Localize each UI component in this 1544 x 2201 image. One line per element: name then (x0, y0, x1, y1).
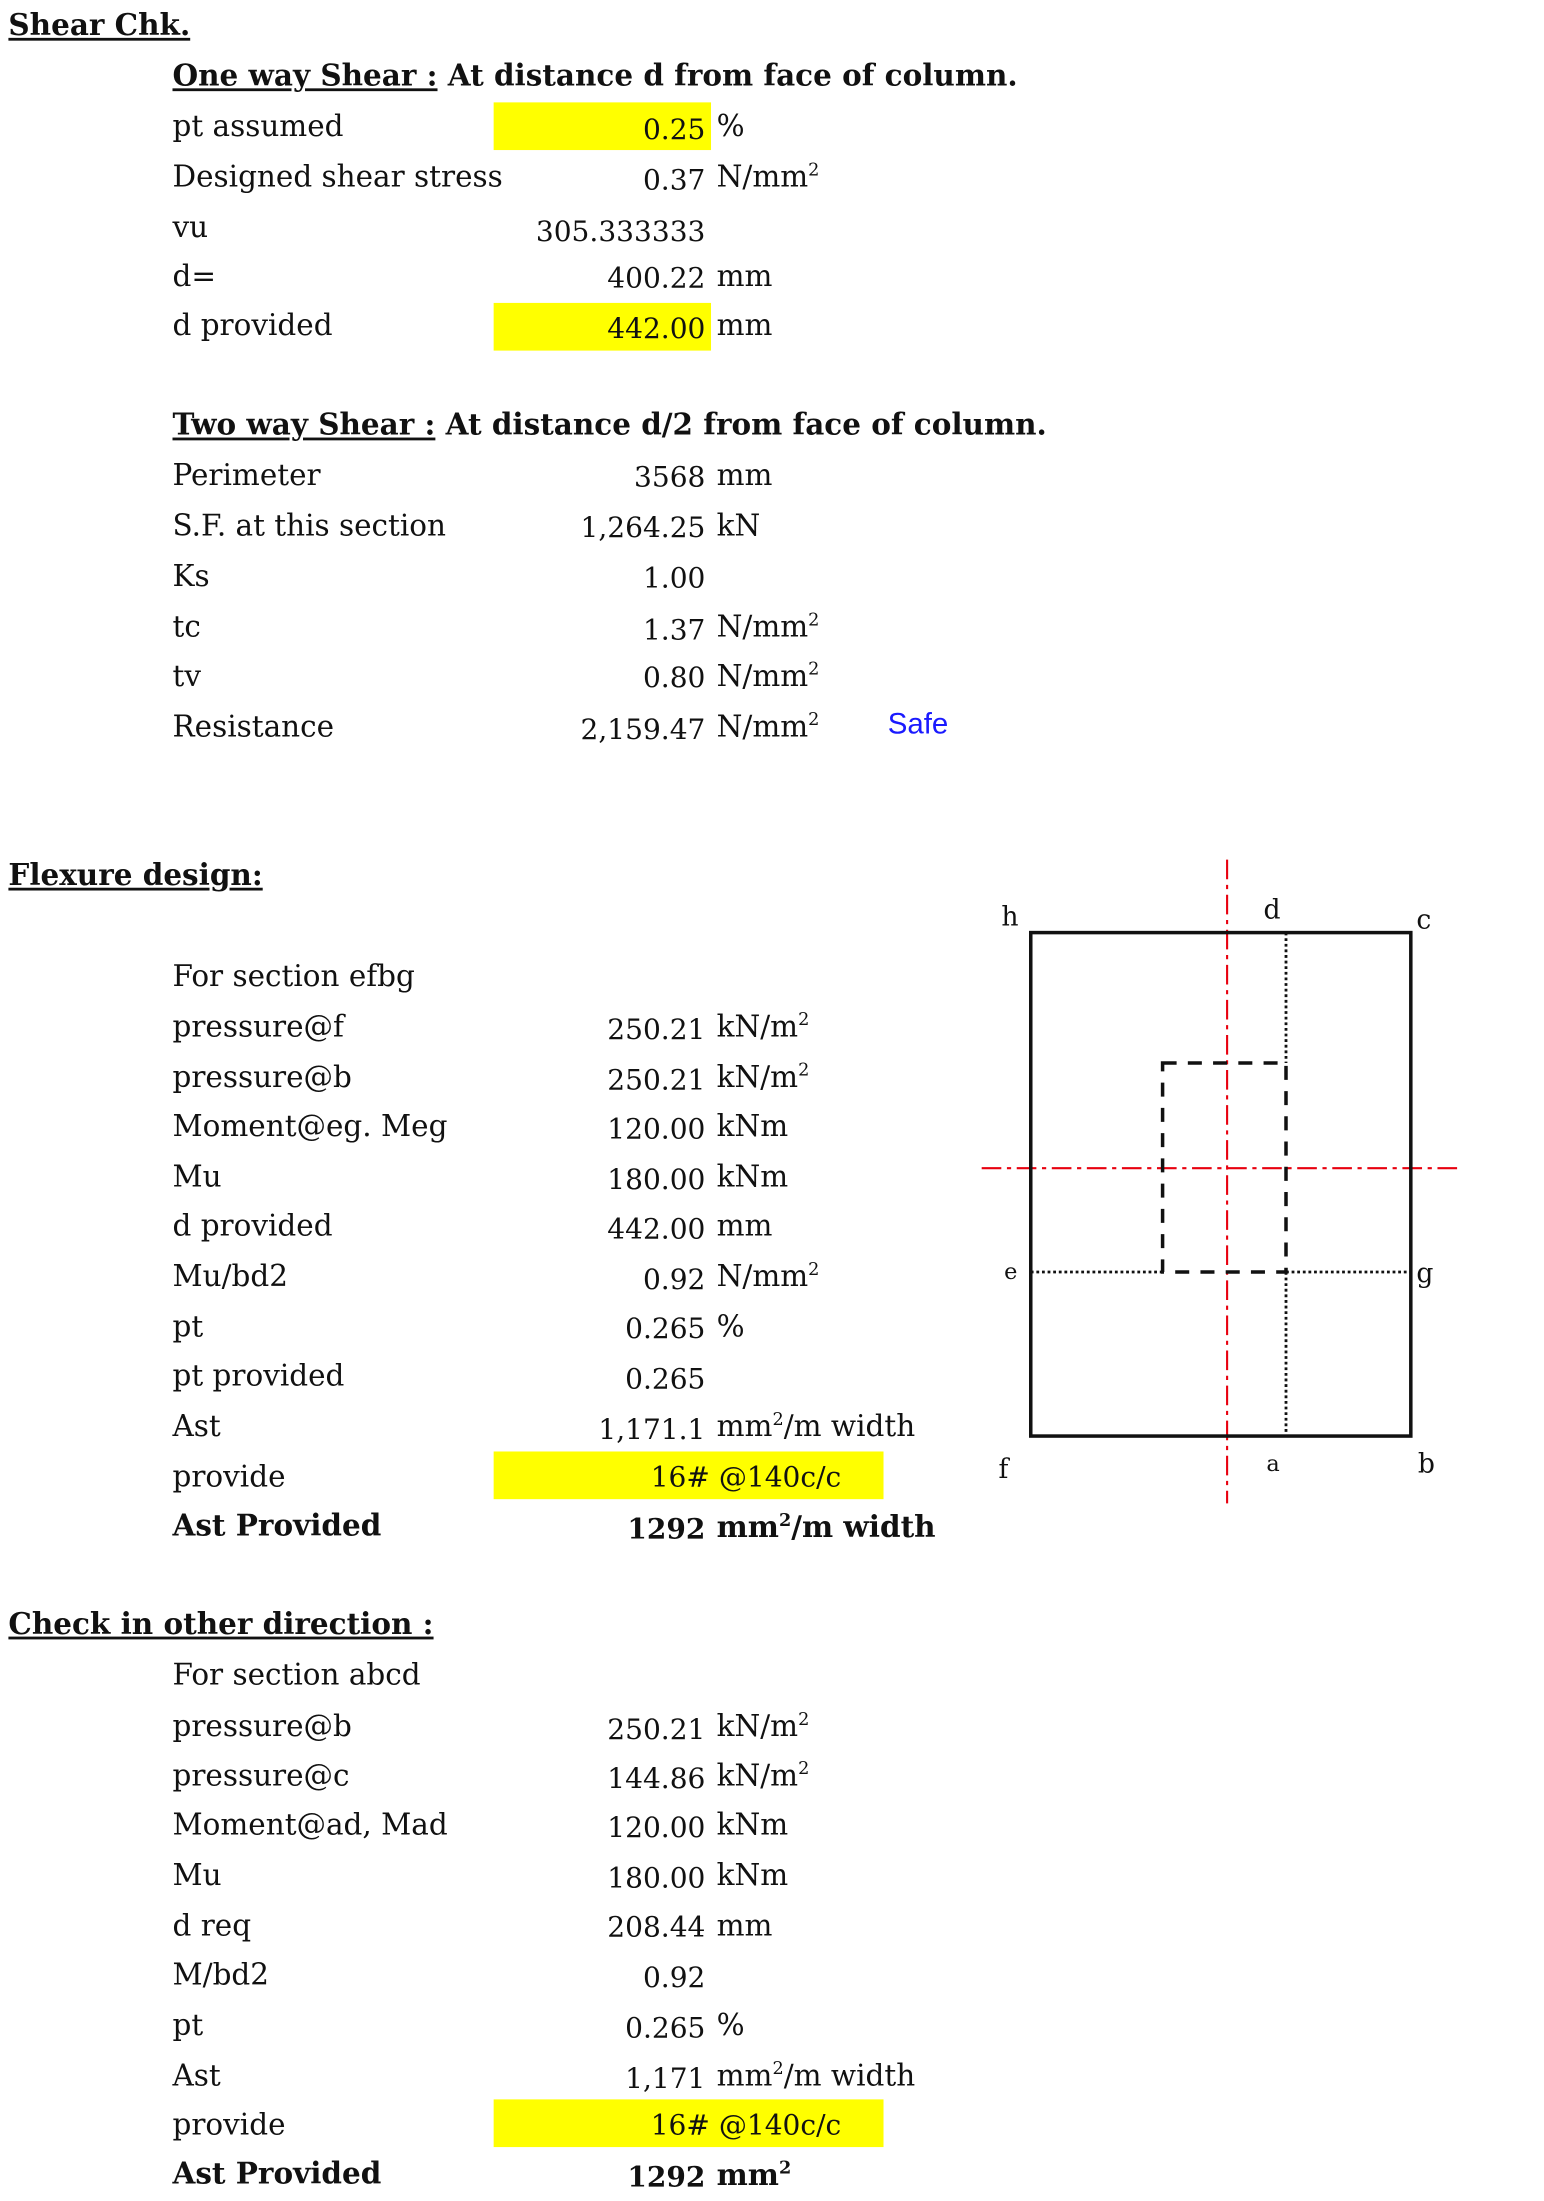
flexure-d-provided-label: d provided (172, 1208, 333, 1243)
other-pt-unit: % (716, 2008, 745, 2042)
flexure-d-provided-unit: mm (716, 1208, 773, 1243)
flexure-pt-label: pt (172, 1309, 204, 1344)
one-way-shear-title (172, 57, 1017, 92)
two-way-shear-title-main: Two way Shear : (172, 406, 436, 442)
label-e: e (1004, 1258, 1018, 1285)
other-mu-label: Mu (172, 1858, 222, 1892)
label-f: f (998, 1454, 1009, 1486)
resistance-label: Resistance (172, 709, 335, 744)
shear-force-value: 1,264.25 (580, 510, 706, 545)
flexure-mu-value: 180.00 (607, 1162, 706, 1197)
other-ast-unit: $mm^2/m$ width (716, 2057, 916, 2093)
two-way-shear-title (172, 407, 1046, 442)
flexure-pressure-b-value: 250.21 (607, 1063, 706, 1097)
other-d-req-unit: mm (716, 1908, 773, 1943)
two-way-shear-title-rest: At distance d/2 from face of column. (435, 406, 1047, 442)
other-pressure-c-unit: $kN/m^2$ (716, 1757, 810, 1793)
footing-outline (1031, 933, 1411, 1436)
flexure-pressure-b-unit: $kN/m^2$ (716, 1058, 810, 1094)
resistance-unit: $N/mm^2$ (716, 708, 820, 744)
flexure-section-label: For section efbg (172, 959, 415, 993)
tv-value: 0.80 (642, 660, 706, 695)
tv-label: tv (172, 659, 201, 693)
flexure-moment-unit: kNm (716, 1109, 789, 1143)
flexure-pt-provided-label: pt provided (172, 1358, 345, 1393)
vu-value: 305.333333 (535, 214, 706, 249)
flexure-pressure-f-value: 250.21 (607, 1012, 706, 1047)
designed-shear-stress-unit: $N/mm^2$ (716, 158, 820, 194)
flexure-d-provided-value: 442.00 (607, 1211, 706, 1246)
d-provided-unit: mm (716, 308, 773, 343)
other-mu-value: 180.00 (607, 1860, 706, 1895)
label-h: h (1001, 901, 1019, 933)
flexure-moment-value: 120.00 (607, 1112, 706, 1146)
flexure-provide-label: provide (172, 1459, 286, 1494)
label-a: a (1266, 1451, 1280, 1478)
other-section-label: For section abcd (172, 1657, 421, 1692)
d-provided-value: 442.00 (607, 311, 706, 345)
flexure-pt-unit: % (716, 1309, 745, 1344)
designed-shear-stress-label: Designed shear stress (172, 159, 503, 194)
flexure-pressure-f-unit: $kN/m^2$ (716, 1008, 810, 1044)
shear-heading: Shear Chk. (8, 7, 191, 43)
other-mu-unit: kNm (716, 1858, 789, 1892)
flexure-mu-bd2-value: 0.92 (642, 1262, 706, 1296)
tc-value: 1.37 (642, 612, 706, 647)
flexure-mu-bd2-unit: $N/mm^2$ (716, 1257, 820, 1294)
other-moment-label: Moment@ad, Mad (172, 1807, 448, 1842)
one-way-shear-title-rest: At distance d from face of column. (437, 57, 1018, 93)
resistance-value: 2,159.47 (580, 712, 706, 747)
other-pressure-b-unit: $kN/m^2$ (716, 1708, 810, 1744)
other-pressure-b-value: 250.21 (607, 1712, 706, 1746)
pt-assumed-unit: % (716, 109, 745, 144)
tv-unit: $N/mm^2$ (716, 657, 820, 693)
other-moment-value: 120.00 (607, 1810, 706, 1845)
flexure-mu-label: Mu (172, 1159, 222, 1194)
pt-assumed-value: 0.25 (642, 112, 706, 146)
other-pressure-b-label: pressure@b (172, 1709, 352, 1744)
other-m-bd2-label: M/bd2 (172, 1957, 270, 1992)
other-direction-heading: Check in other direction : (8, 1605, 434, 1641)
d-required-value: 400.22 (607, 260, 706, 295)
d-required-unit: mm (716, 259, 773, 294)
other-ast-value: 1,171 (625, 2061, 706, 2096)
flexure-pressure-f-label: pressure@f (172, 1009, 344, 1044)
designed-shear-stress-value: 0.37 (642, 162, 706, 197)
flexure-ast-unit: $mm^2/m$ width (716, 1408, 916, 1444)
perimeter-label: Perimeter (172, 458, 321, 493)
flexure-ast-value: 1,171.1 (598, 1412, 706, 1446)
other-pressure-c-label: pressure@c (172, 1758, 350, 1793)
flexure-mu-unit: kNm (716, 1159, 789, 1194)
label-d: d (1263, 894, 1281, 926)
flexure-ast-provided-unit: $mm^2/m$ width (716, 1508, 936, 1545)
label-g: g (1416, 1257, 1434, 1289)
flexure-pt-provided-value: 0.265 (625, 1361, 706, 1396)
other-provide-label: provide (172, 2107, 286, 2142)
perimeter-unit: mm (716, 458, 773, 493)
d-provided-label: d provided (172, 308, 333, 343)
other-pressure-c-value: 144.86 (607, 1761, 706, 1796)
tc-unit: $N/mm^2$ (716, 608, 820, 644)
shear-force-label: S.F. at this section (172, 509, 447, 543)
pt-assumed-label: pt assumed (172, 109, 344, 144)
flexure-ast-provided-label: Ast Provided (172, 1507, 382, 1543)
flexure-moment-label: Moment@eg. Meg (172, 1109, 448, 1143)
other-moment-unit: kNm (716, 1807, 789, 1842)
other-ast-provided-value: 1292 (627, 2159, 706, 2194)
label-b: b (1417, 1448, 1435, 1480)
other-ast-label: Ast (172, 2058, 221, 2093)
vu-label: vu (172, 210, 209, 245)
flexure-provide-value: 16# @140c/c (650, 1459, 842, 1494)
other-d-req-value: 208.44 (607, 1910, 706, 1944)
other-pt-value: 0.265 (625, 2011, 706, 2045)
flexure-ast-label: Ast (172, 1409, 221, 1444)
shear-status-badge: Safe (887, 708, 949, 741)
other-m-bd2-value: 0.92 (642, 1960, 706, 1995)
flexure-heading: Flexure design: (8, 856, 263, 892)
other-provide-value: 16# @140c/c (650, 2107, 842, 2142)
other-ast-provided-label: Ast Provided (172, 2155, 382, 2191)
one-way-shear-title-main: One way Shear : (172, 57, 438, 93)
shear-force-unit: kN (716, 509, 761, 543)
tc-label: tc (172, 610, 201, 644)
d-required-label: d= (172, 259, 217, 294)
flexure-mu-bd2-label: Mu/bd2 (172, 1259, 288, 1294)
ks-value: 1.00 (642, 560, 706, 595)
other-d-req-label: d req (172, 1908, 252, 1943)
footing-plan-diagram (975, 855, 1473, 1514)
other-pt-label: pt (172, 2008, 204, 2042)
perimeter-value: 3568 (634, 459, 706, 494)
ks-label: Ks (172, 559, 210, 594)
label-c: c (1416, 904, 1432, 936)
flexure-pressure-b-label: pressure@b (172, 1060, 352, 1094)
flexure-ast-provided-value: 1292 (627, 1511, 706, 1546)
flexure-pt-value: 0.265 (625, 1311, 706, 1345)
other-ast-provided-unit: $mm^2$ (716, 2156, 792, 2192)
